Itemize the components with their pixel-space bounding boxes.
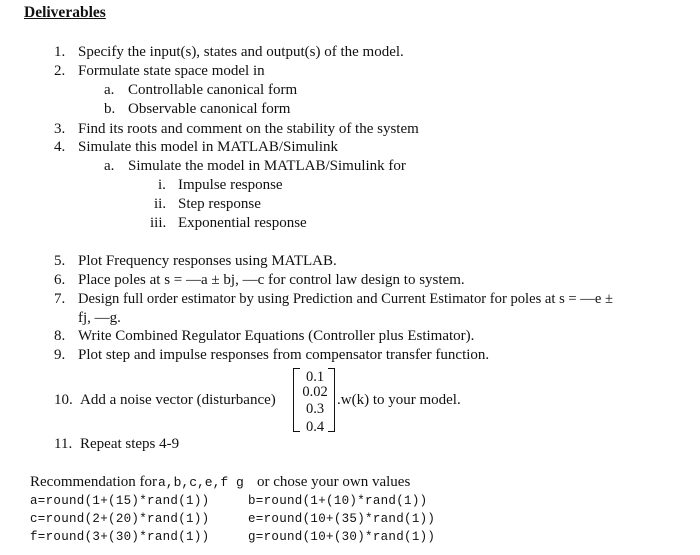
item-text: Place poles at s = —a ± bj, —c for control law design to system. [78,272,465,288]
item-number: 7. [54,291,66,307]
subitem-text: Controllable canonical form [128,82,298,98]
item-number: 10. [54,392,73,408]
code-line: a=round(1+(15)*rand(1)) [30,494,210,508]
item-number: 6. [54,272,66,288]
item-text: Add a noise vector (disturbance) [80,392,276,408]
subitem-text: Observable canonical form [128,101,291,117]
item-number: 9. [54,347,66,363]
code-line: f=round(3+(30)*rand(1)) [30,530,210,544]
item-text: Find its roots and comment on the stability of the system [78,121,419,137]
subitem-letter: b. [104,101,116,117]
recommendation-vars: a,b,c,e,f g [158,475,244,490]
item-number: 11. [54,436,73,452]
item-text-continued: fj, —g. [78,310,121,326]
item-text: Plot Frequency responses using MATLAB. [78,253,337,269]
item-number: 5. [54,253,66,269]
item-text: Repeat steps 4-9 [80,436,180,452]
vector-entry: 0.3 [305,401,325,417]
code-line: e=round(10+(35)*rand(1)) [248,512,436,526]
page-title: Deliverables [24,4,106,21]
matrix-left-bracket [293,368,300,432]
item-number: 8. [54,328,66,344]
roman-numeral: iii. [150,215,167,231]
roman-numeral: i. [158,177,166,193]
recommendation-suffix: or chose your own values [257,474,411,490]
item-text: Formulate state space model in [78,63,265,79]
code-line: g=round(10+(30)*rand(1)) [248,530,436,544]
subitem-text: Simulate the model in MATLAB/Simulink for [128,158,406,174]
recommendation-prefix: Recommendation for [30,474,158,490]
item-text: Plot step and impulse responses from compensator transfer function. [78,347,490,363]
item-text: Design full order estimator by using Prediction and Current Estimator for poles at s = —e ± [78,291,614,307]
code-line: c=round(2+(20)*rand(1)) [30,512,210,526]
vector-entry: 0.1 [305,369,325,385]
item-number: 2. [54,63,66,79]
item-number: 3. [54,121,66,137]
vector-entry: 0.4 [305,419,325,435]
item-text: Write Combined Regulator Equations (Controller plus Estimator). [78,328,475,344]
roman-item-text: Exponential response [178,215,307,231]
item-text: .w(k) to your model. [337,392,461,408]
subitem-letter: a. [104,158,115,174]
item-number: 4. [54,139,66,155]
item-text: Specify the input(s), states and output(s) of the model. [78,44,404,60]
matrix-right-bracket [328,368,335,432]
subitem-letter: a. [104,82,115,98]
code-line: b=round(1+(10)*rand(1)) [248,494,428,508]
roman-item-text: Impulse response [178,177,283,193]
vector-entry: 0.02 [302,384,328,400]
roman-numeral: ii. [154,196,167,212]
item-number: 1. [54,44,66,60]
roman-item-text: Step response [178,196,261,212]
item-text: Simulate this model in MATLAB/Simulink [78,139,339,155]
